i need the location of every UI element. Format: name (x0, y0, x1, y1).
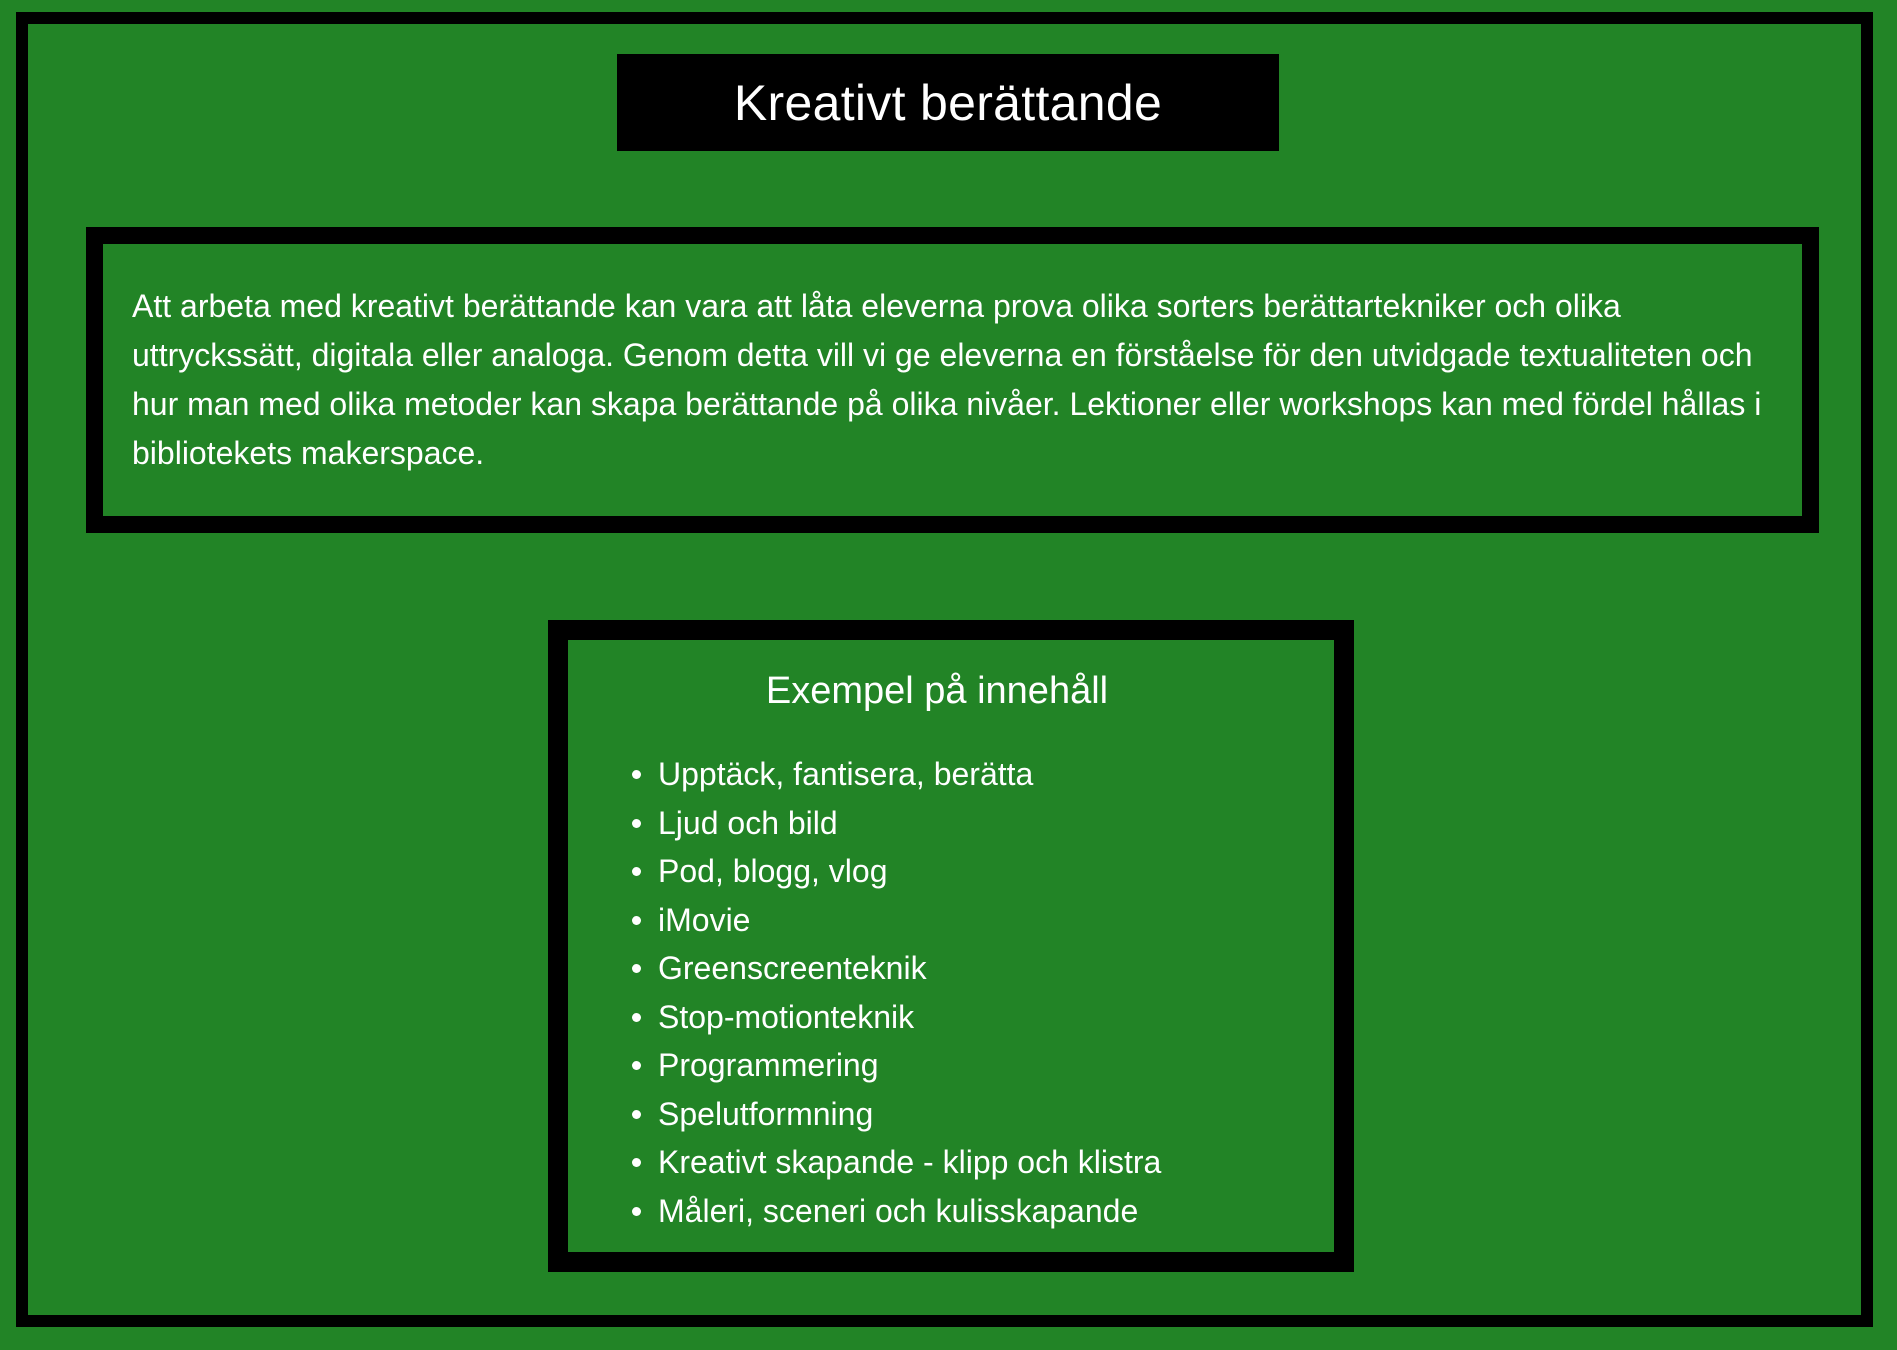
list-item-label: Upptäck, fantisera, berätta (658, 756, 1034, 792)
examples-list (628, 750, 1161, 1235)
bullet-icon (632, 964, 641, 973)
list-item-label: Pod, blogg, vlog (658, 853, 888, 889)
list-item-label: Spelutformning (658, 1095, 874, 1132)
list-item (628, 1090, 1161, 1139)
list-item-label: Stop-motionteknik (658, 998, 915, 1035)
bullet-icon (632, 867, 641, 876)
list-item-label: Kreativt skapande - klipp och klistra (658, 1144, 1162, 1180)
bullet-icon (632, 1110, 641, 1119)
title-banner (617, 54, 1279, 151)
bullet-icon (632, 770, 641, 779)
list-item (628, 1138, 1161, 1187)
list-item (628, 750, 1161, 799)
page-title: Kreativt berättande (733, 74, 1163, 131)
bullet-icon (632, 1158, 641, 1167)
list-item-label: Greenscreenteknik (658, 950, 927, 986)
examples-heading: Exempel på innehåll (765, 670, 1109, 712)
list-item (628, 1187, 1161, 1236)
list-item (628, 799, 1161, 848)
list-item-label: iMovie (658, 901, 751, 938)
intro-paragraph: Att arbeta med kreativt berättande kan vara att låta eleverna prova olika sorters berättartekniker och olika uttryckssätt, digitala eller analoga. Genom detta vill vi ge eleverna en förståelse för den utvidgade textualiteten och hur man med olika metoder kan skapa berättande på olika nivåer. Lektioner eller workshops kan med fördel hållas i bibliotekets makerspace. (132, 288, 1762, 471)
list-item (628, 993, 1161, 1042)
list-item-label: Måleri, sceneri och kulisskapande (658, 1192, 1139, 1229)
list-item (628, 896, 1161, 945)
list-item (628, 847, 1161, 896)
bullet-icon (632, 1061, 641, 1070)
list-item-label: Programmering (658, 1047, 879, 1083)
list-item-label: Ljud och bild (658, 804, 838, 841)
list-item (628, 944, 1161, 993)
examples-panel (548, 620, 1354, 1272)
list-item (628, 1041, 1161, 1090)
intro-panel (86, 227, 1819, 533)
bullet-icon (632, 819, 641, 828)
bullet-icon (632, 916, 641, 925)
bullet-icon (632, 1013, 641, 1022)
bullet-icon (632, 1207, 641, 1216)
